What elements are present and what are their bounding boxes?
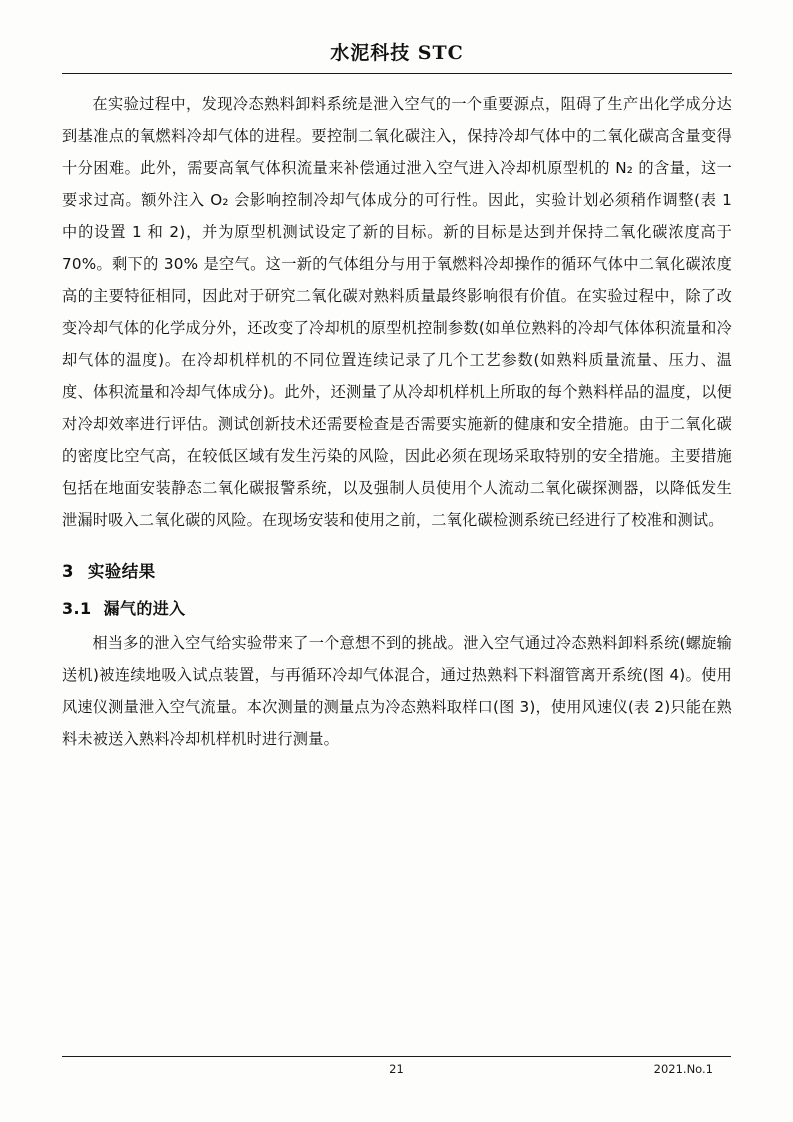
- body-paragraph-1: [62, 88, 732, 536]
- section-title: 实验结果: [87, 562, 156, 581]
- body-paragraph-2: [62, 627, 732, 755]
- paragraph-text: 相当多的泄入空气给实验带来了一个意想不到的挑战。泄入空气通过冷态熟料卸料系统(螺旋输送机)被连续地吸入试点装置，与再循环冷却气体混合，通过热熟料下料溜管离开系统(图 4)。使用风速仪测量泄入空气流量。本次测量的测量点为冷态熟料取样口(图 3)，使用风速仪(表 2)只能在熟料未被送入熟料冷却机样机时进行测量。: [62, 634, 732, 748]
- subsection-title: 漏气的进入: [103, 599, 186, 618]
- section-number: 3: [62, 562, 74, 581]
- section-heading-results: [62, 558, 732, 582]
- footer-row: [62, 1062, 731, 1080]
- page-content: [62, 38, 732, 757]
- subsection-number: 3.1: [62, 599, 92, 618]
- header-divider: [62, 73, 732, 74]
- paragraph-text: 在实验过程中，发现冷态熟料卸料系统是泄入空气的一个重要源点，阻碍了生产出化学成分达到基准点的氧燃料冷却气体的进程。要控制二氧化碳注入，保持冷却气体中的二氧化碳高含量变得十分困难。此外，需要高氧气体积流量来补偿通过泄入空气进入冷却机原型机的 N₂ 的含量，这一要求过高。额外注入 O₂ 会影响控制冷却气体成分的可行性。因此，实验计划必须稍作调整(表 1 中的设置 1 和 2)，并为原型机测试设定了新的目标。新的目标是达到并保持二氧化碳浓度高于 70%。剩下的 30% 是空气。这一新的气体组分与用于氧燃料冷却操作的循环气体中二氧化碳浓度高的主要特征相同，因此对于研究二氧化碳对熟料质量最终影响很有价值。在实验过程中，除了改变冷却气体的化学成分外，还改变了冷却机的原型机控制参数(如单位熟料的冷却气体体积流量和冷却气体的温度)。在冷却机样机的不同位置连续记录了几个工艺参数(如熟料质量流量、压力、温度、体积流量和冷却气体成分)。此外，还测量了从冷却机样机上所取的每个熟料样品的温度，以便对冷却效率进行评估。测试创新技术还需要检查是否需要实施新的健康和安全措施。由于二氧化碳的密度比空气高，在较低区域有发生污染的风险，因此必须在现场采取特别的安全措施。主要措施包括在地面安装静态二氧化碳报警系统，以及强制人员使用个人流动二氧化碳探测器，以降低发生泄漏时吸入二氧化碳的风险。在现场安装和使用之前，二氧化碳检测系统已经进行了校准和测试。: [62, 95, 732, 529]
- page-header-title: 水泥科技 STC: [330, 42, 464, 64]
- page-footer: [62, 1056, 731, 1080]
- footer-divider: [62, 1056, 731, 1057]
- footer-page-number: 21: [389, 1062, 404, 1076]
- footer-issue-label: 2021.No.1: [653, 1062, 713, 1076]
- subsection-heading-air-ingress: [62, 596, 732, 619]
